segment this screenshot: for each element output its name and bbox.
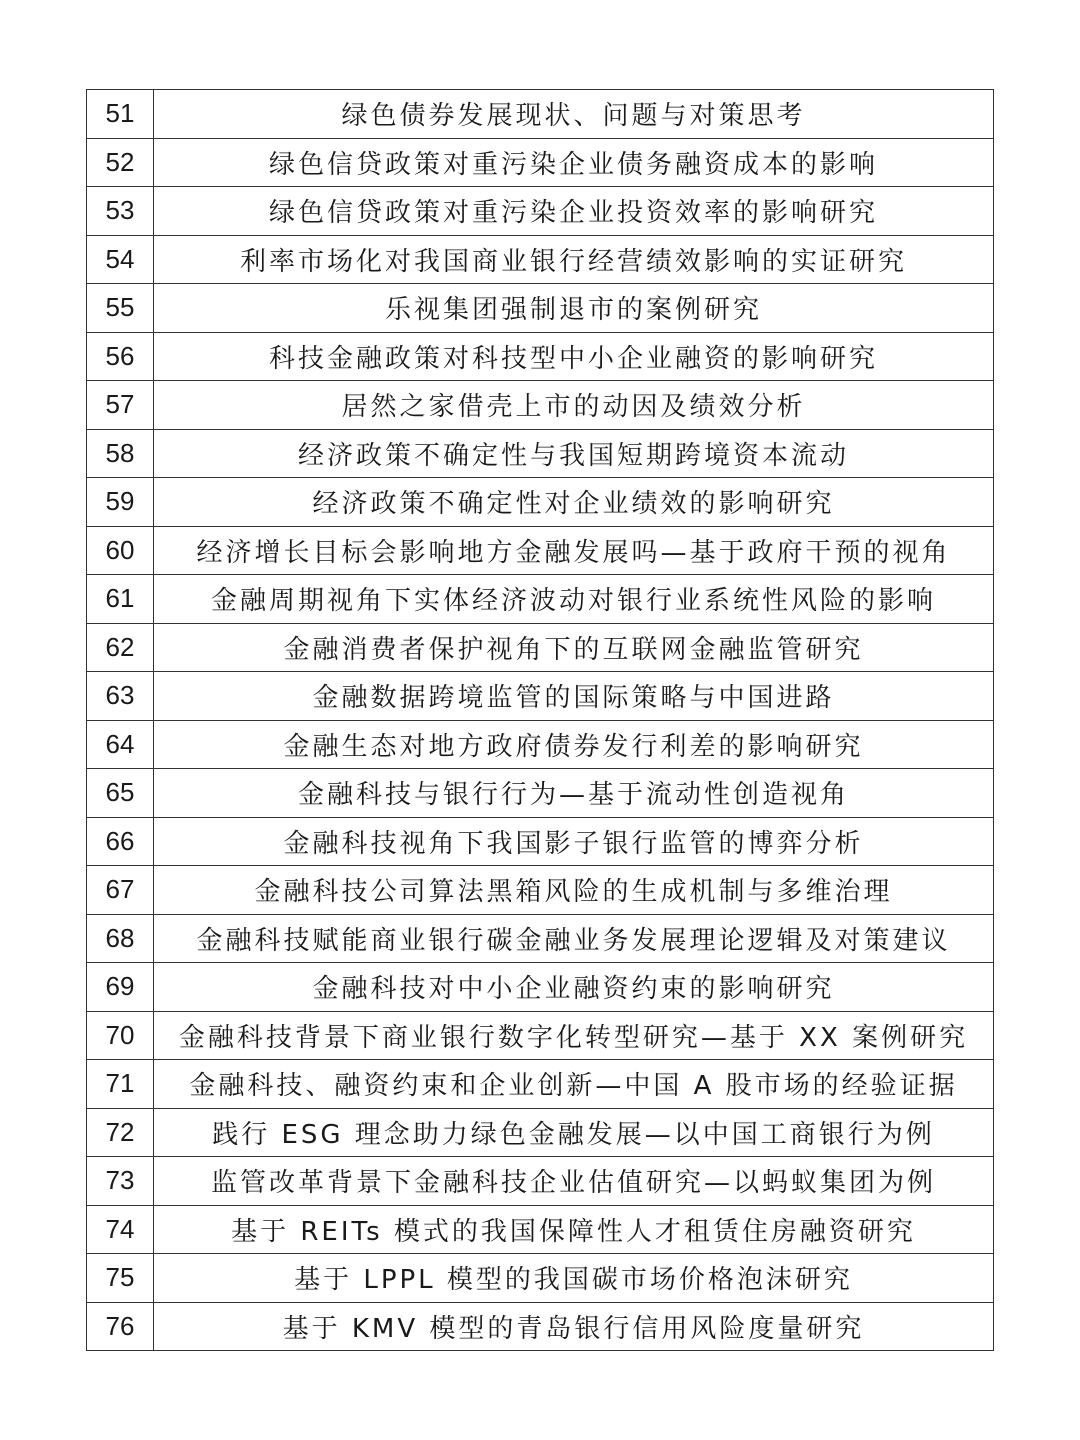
table-row (87, 381, 994, 430)
topic-title: 经济政策不确定性对企业绩效的影响研究 (154, 478, 994, 527)
table-row (87, 138, 994, 187)
table-row (87, 1302, 994, 1351)
topic-title: 乐视集团强制退市的案例研究 (154, 284, 994, 333)
row-number: 67 (87, 866, 154, 915)
row-number: 69 (87, 963, 154, 1012)
row-number: 56 (87, 332, 154, 381)
row-number: 70 (87, 1011, 154, 1060)
table-row (87, 187, 994, 236)
row-number: 58 (87, 429, 154, 478)
table-row (87, 963, 994, 1012)
topic-title: 经济增长目标会影响地方金融发展吗—基于政府干预的视角 (154, 526, 994, 575)
topic-title: 金融科技背景下商业银行数字化转型研究—基于 XX 案例研究 (154, 1011, 994, 1060)
row-number: 53 (87, 187, 154, 236)
topic-title: 金融消费者保护视角下的互联网金融监管研究 (154, 623, 994, 672)
table-row (87, 1254, 994, 1303)
row-number: 61 (87, 575, 154, 624)
table-row (87, 1157, 994, 1206)
row-number: 68 (87, 914, 154, 963)
topic-title: 金融科技视角下我国影子银行监管的博弈分析 (154, 817, 994, 866)
topic-title: 绿色信贷政策对重污染企业债务融资成本的影响 (154, 138, 994, 187)
table-row (87, 720, 994, 769)
topic-title: 基于 KMV 模型的青岛银行信用风险度量研究 (154, 1302, 994, 1351)
row-number: 76 (87, 1302, 154, 1351)
table-row (87, 866, 994, 915)
table-row (87, 914, 994, 963)
topics-table-body (87, 90, 994, 1351)
table-row (87, 623, 994, 672)
table-row (87, 769, 994, 818)
row-number: 55 (87, 284, 154, 333)
row-number: 51 (87, 90, 154, 139)
topic-title: 金融科技对中小企业融资约束的影响研究 (154, 963, 994, 1012)
row-number: 75 (87, 1254, 154, 1303)
table-row (87, 1060, 994, 1109)
row-number: 73 (87, 1157, 154, 1206)
topic-title: 基于 LPPL 模型的我国碳市场价格泡沫研究 (154, 1254, 994, 1303)
table-row (87, 526, 994, 575)
row-number: 72 (87, 1108, 154, 1157)
table-row (87, 478, 994, 527)
table-row (87, 284, 994, 333)
topic-title: 监管改革背景下金融科技企业估值研究—以蚂蚁集团为例 (154, 1157, 994, 1206)
table-row (87, 817, 994, 866)
row-number: 65 (87, 769, 154, 818)
row-number: 57 (87, 381, 154, 430)
topic-title: 金融数据跨境监管的国际策略与中国进路 (154, 672, 994, 721)
table-row (87, 235, 994, 284)
table-row (87, 90, 994, 139)
topic-title: 居然之家借壳上市的动因及绩效分析 (154, 381, 994, 430)
table-row (87, 1011, 994, 1060)
topic-title: 基于 REITs 模式的我国保障性人才租赁住房融资研究 (154, 1205, 994, 1254)
table-row (87, 1108, 994, 1157)
row-number: 64 (87, 720, 154, 769)
row-number: 52 (87, 138, 154, 187)
topic-title: 经济政策不确定性与我国短期跨境资本流动 (154, 429, 994, 478)
row-number: 63 (87, 672, 154, 721)
topic-title: 绿色债券发展现状、问题与对策思考 (154, 90, 994, 139)
topic-title: 绿色信贷政策对重污染企业投资效率的影响研究 (154, 187, 994, 236)
table-row (87, 575, 994, 624)
row-number: 62 (87, 623, 154, 672)
table-row (87, 429, 994, 478)
row-number: 54 (87, 235, 154, 284)
topic-title: 金融科技公司算法黑箱风险的生成机制与多维治理 (154, 866, 994, 915)
topic-title: 金融生态对地方政府债券发行利差的影响研究 (154, 720, 994, 769)
topics-table (86, 89, 994, 1351)
table-row (87, 332, 994, 381)
row-number: 59 (87, 478, 154, 527)
table-row (87, 1205, 994, 1254)
topic-title: 利率市场化对我国商业银行经营绩效影响的实证研究 (154, 235, 994, 284)
table-row (87, 672, 994, 721)
row-number: 60 (87, 526, 154, 575)
row-number: 66 (87, 817, 154, 866)
topic-title: 金融周期视角下实体经济波动对银行业系统性风险的影响 (154, 575, 994, 624)
topic-title: 金融科技、融资约束和企业创新—中国 A 股市场的经验证据 (154, 1060, 994, 1109)
row-number: 74 (87, 1205, 154, 1254)
topic-title: 金融科技与银行行为—基于流动性创造视角 (154, 769, 994, 818)
topic-title: 践行 ESG 理念助力绿色金融发展—以中国工商银行为例 (154, 1108, 994, 1157)
topic-title: 金融科技赋能商业银行碳金融业务发展理论逻辑及对策建议 (154, 914, 994, 963)
row-number: 71 (87, 1060, 154, 1109)
topic-title: 科技金融政策对科技型中小企业融资的影响研究 (154, 332, 994, 381)
